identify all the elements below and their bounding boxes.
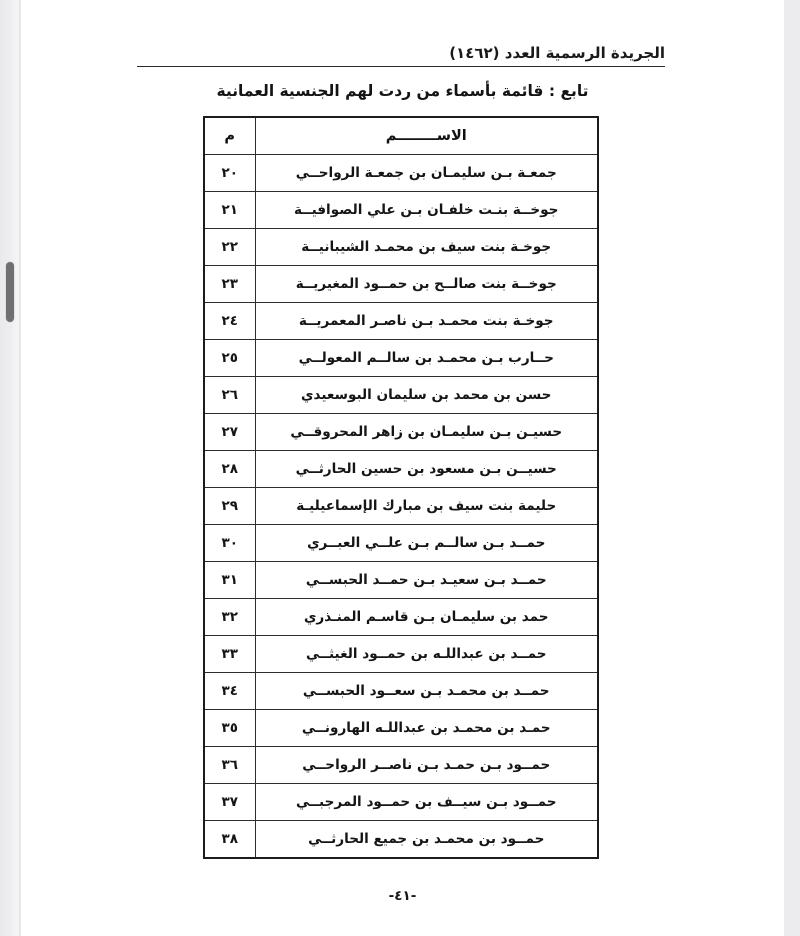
scrollbar-track[interactable] <box>0 0 20 936</box>
cell-row-number: ٣٧ <box>204 784 255 821</box>
table-row <box>204 266 598 303</box>
column-header-name: الاســــــــم <box>255 117 598 155</box>
cell-person-name: حمــد بن عبداللـه بن حمــود الغيثــي <box>255 636 598 673</box>
cell-row-number: ٣٣ <box>204 636 255 673</box>
table-row <box>204 192 598 229</box>
cell-person-name: حسن بن محمد بن سليمان البوسعيدي <box>255 377 598 414</box>
cell-row-number: ٣٨ <box>204 821 255 859</box>
table-row <box>204 710 598 747</box>
cell-row-number: ٢٣ <box>204 266 255 303</box>
cell-person-name: جوخـة بنت محمـد بـن ناصـر المعمريــة <box>255 303 598 340</box>
table-row <box>204 155 598 192</box>
table-row <box>204 784 598 821</box>
cell-row-number: ٢٦ <box>204 377 255 414</box>
cell-row-number: ٢١ <box>204 192 255 229</box>
running-head-text: الجريدة الرسمية العدد (١٤٦٢) <box>449 44 665 62</box>
scrollbar-thumb[interactable] <box>6 262 14 322</box>
cell-row-number: ٢٥ <box>204 340 255 377</box>
table-row <box>204 821 598 859</box>
cell-person-name: جوخــة بنت صالــح بن حمــود المغيريــة <box>255 266 598 303</box>
cell-row-number: ٣٠ <box>204 525 255 562</box>
table-row <box>204 525 598 562</box>
table-row <box>204 562 598 599</box>
cell-person-name: حمــد بـن سالــم بـن علــي العبــري <box>255 525 598 562</box>
running-head <box>137 44 665 67</box>
table-row <box>204 747 598 784</box>
page-right-gutter <box>784 0 800 936</box>
table-row <box>204 377 598 414</box>
table-row <box>204 599 598 636</box>
cell-person-name: حسيــن بـن مسعود بن حسين الحارثــي <box>255 451 598 488</box>
column-header-number: م <box>204 117 255 155</box>
cell-person-name: حمــد بن محمـد بـن سعــود الحبســي <box>255 673 598 710</box>
table-row <box>204 488 598 525</box>
table-row <box>204 303 598 340</box>
cell-person-name: حــارب بـن محمـد بن سالــم المعولــي <box>255 340 598 377</box>
cell-row-number: ٢٧ <box>204 414 255 451</box>
cell-person-name: حمـد بن محمـد بن عبداللـه الهارونــي <box>255 710 598 747</box>
cell-row-number: ٣٥ <box>204 710 255 747</box>
cell-row-number: ٢٨ <box>204 451 255 488</box>
table-header-row <box>204 117 598 155</box>
cell-row-number: ٢٢ <box>204 229 255 266</box>
cell-person-name: حمــود بـن حمـد بـن ناصــر الرواحــي <box>255 747 598 784</box>
table-head <box>204 117 598 155</box>
names-table-container <box>203 116 599 859</box>
page-title: تابع : قائمة بأسماء من ردت لهم الجنسية العمانية <box>216 82 589 100</box>
header-rule <box>137 66 665 67</box>
cell-row-number: ٣٦ <box>204 747 255 784</box>
table-row <box>204 414 598 451</box>
cell-row-number: ٢٩ <box>204 488 255 525</box>
cell-person-name: جوخـة بنت سيف بن محمـد الشيبانيــة <box>255 229 598 266</box>
cell-row-number: ٣٢ <box>204 599 255 636</box>
cell-person-name: حليمة بنت سيف بن مبارك الإسماعيليـة <box>255 488 598 525</box>
cell-person-name: جمعـة بـن سليمـان بن جمعـة الرواحــي <box>255 155 598 192</box>
cell-row-number: ٣١ <box>204 562 255 599</box>
cell-person-name: حمد بن سليمـان بـن قاسـم المنـذري <box>255 599 598 636</box>
cell-row-number: ٣٤ <box>204 673 255 710</box>
table-body <box>204 155 598 859</box>
names-table <box>203 116 599 859</box>
page-number-footer: -٤١- <box>388 888 417 904</box>
cell-row-number: ٢٠ <box>204 155 255 192</box>
document-page <box>21 0 784 936</box>
cell-person-name: حسيـن بـن سليمـان بن زاهر المحروقــي <box>255 414 598 451</box>
cell-person-name: حمــد بـن سعيـد بـن حمــد الحبســي <box>255 562 598 599</box>
cell-row-number: ٢٤ <box>204 303 255 340</box>
cell-person-name: حمــود بـن سيــف بن حمــود المرجبــي <box>255 784 598 821</box>
cell-person-name: جوخــة بنـت خلفـان بـن علي الصوافيــة <box>255 192 598 229</box>
table-row <box>204 229 598 266</box>
table-row <box>204 673 598 710</box>
table-row <box>204 636 598 673</box>
cell-person-name: حمــود بن محمـد بن جميع الحارثــي <box>255 821 598 859</box>
table-row <box>204 451 598 488</box>
table-row <box>204 340 598 377</box>
